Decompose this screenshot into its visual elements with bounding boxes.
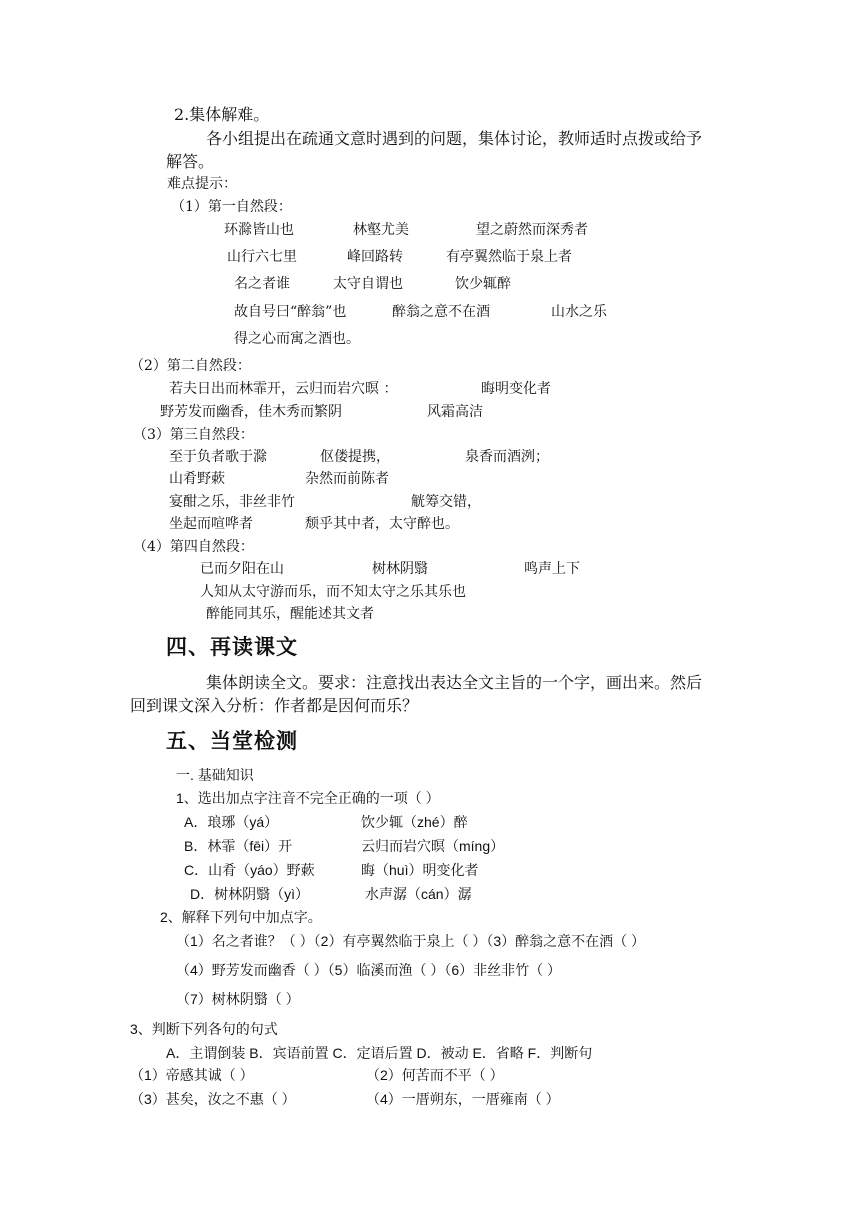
sentence-item: （4）一厝朔东，一厝雍南（ ）	[366, 1091, 560, 1107]
phrase: 树林阴翳	[372, 561, 428, 577]
phrase: 名之者谁	[234, 276, 290, 292]
phrase: 山行六七里	[227, 249, 297, 265]
paragraph-label: （3）第三自然段：	[133, 427, 254, 443]
phrase: 宴酣之乐，非丝非竹	[169, 494, 295, 510]
question-3: 3、判断下列各句的句式	[130, 1021, 278, 1037]
sentence-item: （3）甚矣，汝之不惠（ ）	[130, 1091, 296, 1107]
phrase: 环滁皆山也	[224, 222, 294, 238]
question-row: （7）树林阴翳（ ）	[176, 991, 300, 1007]
phrase: 太守自谓也	[333, 276, 403, 292]
paragraph: 各小组提出在疏通文意时遇到的问题，集体讨论，教师适时点拨或给予	[206, 129, 703, 148]
paragraph: 回到课文深入分析：作者都是因何而乐？	[130, 696, 419, 715]
option: C．山肴（yáo）野蔌	[184, 862, 315, 878]
option: B．林霏（fēi）开	[184, 838, 293, 854]
paragraph: 集体朗读全文。要求：注意找出表达全文主旨的一个字，画出来。然后	[206, 673, 703, 692]
phrase: 觥筹交错，	[411, 494, 481, 510]
section-heading: 五、当堂检测	[166, 729, 298, 753]
phrase: 得之心而寓之酒也。	[234, 331, 360, 347]
option: A．琅琊（yá）	[184, 814, 279, 830]
phrase: 伛偻提携，	[320, 449, 390, 465]
paragraph: 解答。	[166, 152, 215, 171]
option: 饮少辄（zhé）醉	[361, 814, 468, 830]
question-row: （1）名之者谁？（ ）（2）有亭翼然临于泉上（ ）（3）醉翁之意不在酒（ ）	[176, 933, 646, 949]
option: 云归而岩穴暝（míng）	[361, 838, 505, 854]
sentence-item: （2）何苦而不平（ ）	[366, 1067, 504, 1083]
phrase: 野芳发而幽香，佳木秀而繁阴	[160, 404, 342, 420]
phrase: 故自号曰“醉翁”也	[234, 304, 347, 320]
phrase: 泉香而酒洌；	[465, 449, 549, 465]
option: D．树林阴翳（yì）	[190, 886, 309, 902]
paragraph-label: （4）第四自然段：	[133, 539, 254, 555]
subheading: 一. 基础知识	[176, 767, 254, 783]
question-row: （4）野芳发而幽香（ ）（5）临溪而渔（ ）（6）非丝非竹（ ）	[176, 962, 562, 978]
phrase: 饮少辄醉	[455, 276, 511, 292]
phrase: 颓乎其中者，太守醉也。	[305, 516, 459, 532]
phrase: 已而夕阳在山	[200, 561, 284, 577]
option: 水声潺（cán）潺	[365, 886, 472, 902]
phrase: 醉能同其乐，醒能述其文者	[206, 606, 374, 622]
phrase: 至于负者歌于滁	[169, 449, 267, 465]
phrase: 有亭翼然临于泉上者	[446, 249, 572, 265]
question-2: 2、解释下列句中加点字。	[160, 909, 322, 925]
options-row: A．主谓倒装 B．宾语前置 C．定语后置 D．被动 E．省略 F．判断句	[166, 1045, 593, 1061]
phrase: 风霜高洁	[427, 404, 483, 420]
phrase: 林壑尤美	[353, 222, 409, 238]
phrase: 若夫日出而林霏开，云归而岩穴暝 ：	[169, 381, 398, 397]
option: 晦（huì）明变化者	[361, 862, 479, 878]
section-heading: 四、再读课文	[166, 635, 298, 659]
sentence-item: （1）帝感其诚（ ）	[130, 1067, 254, 1083]
phrase: 杂然而前陈者	[305, 471, 389, 487]
paragraph-label: （1）第一自然段：	[171, 199, 292, 215]
phrase: 峰回路转	[347, 249, 403, 265]
phrase: 坐起而喧哗者	[169, 516, 253, 532]
phrase: 人知从太守游而乐，而不知太守之乐其乐也	[200, 584, 466, 600]
question-1: 1、选出加点字注音不完全正确的一项（ ）	[176, 790, 440, 806]
hint-label: 难点提示：	[167, 176, 237, 192]
paragraph-label: （2）第二自然段：	[130, 358, 251, 374]
phrase: 晦明变化者	[481, 381, 551, 397]
phrase: 山水之乐	[551, 304, 607, 320]
phrase: 鸣声上下	[524, 561, 580, 577]
section-title: 2.集体解难。	[174, 105, 270, 124]
phrase: 望之蔚然而深秀者	[476, 222, 588, 238]
phrase: 山肴野蔌	[169, 471, 225, 487]
phrase: 醉翁之意不在酒	[392, 304, 490, 320]
